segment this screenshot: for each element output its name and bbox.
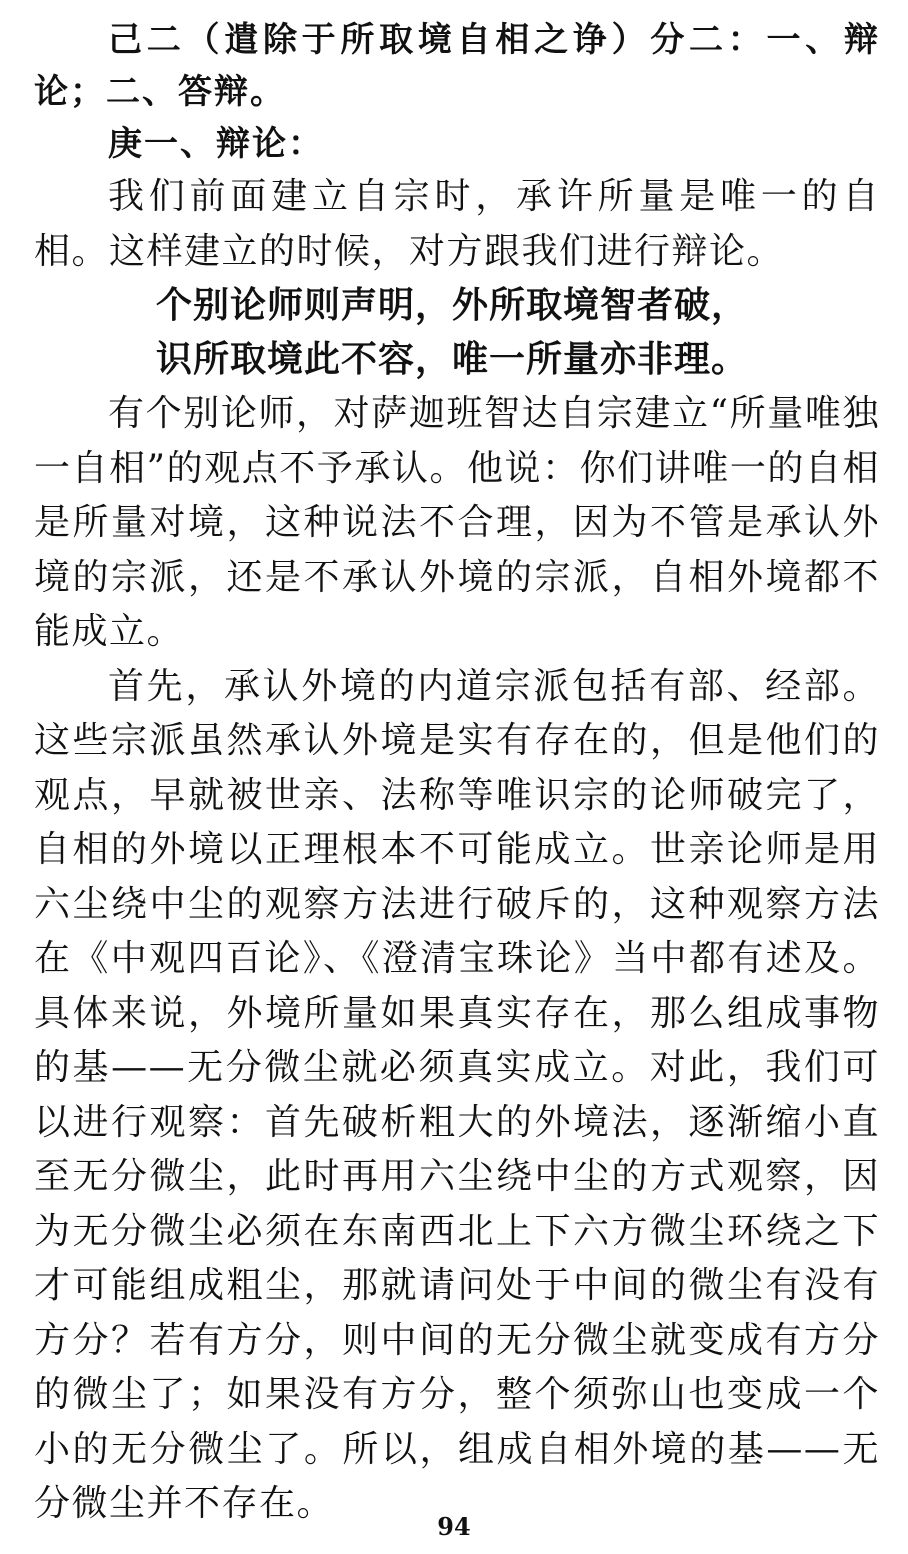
page-number: 94	[437, 1512, 471, 1541]
page-content	[34, 14, 880, 1532]
section-heading: 己二（遣除于所取境自相之诤）分二：一、辩论；二、答辩。	[34, 20, 880, 112]
verse-line-2: 识所取境此不容，唯一所量亦非理。	[156, 339, 749, 380]
intro-paragraph: 我们前面建立自宗时，承许所量是唯一的自相。这样建立的时候，对方跟我们进行辩论。	[34, 176, 880, 272]
paragraph-1: 有个别论师，对萨迦班智达自宗建立“所量唯独一自相”的观点不予承认。他说：你们讲唯一的自相是所量对境，这种说法不合理，因为不管是承认外境的宗派，还是不承认外境的宗派，自相外境都不能成立。	[34, 393, 880, 652]
verse-block	[34, 279, 880, 387]
paragraph-2: 首先，承认外境的内道宗派包括有部、经部。这些宗派虽然承认外境是实有存在的，但是他们的观点，早就被世亲、法称等唯识宗的论师破完了，自相的外境以正理根本不可能成立。世亲论师是用六尘绕中尘的观察方法进行破斥的，这种观察方法在《中观四百论》、《澄清宝珠论》当中都有述及。具体来说，外境所量如果真实存在，那么组成事物的基——无分微尘就必须真实成立。对此，我们可以进行观察：首先破析粗大的外境法，逐渐缩小直至无分微尘，此时再用六尘绕中尘的方式观察，因为无分微尘必须在东南西北上下六方微尘环绕之下才可能组成粗尘，那就请问处于中间的微尘有没有方分？若有方分，则中间的无分微尘就变成有方分的微尘了；如果没有方分，整个须弥山也变成一个小的无分微尘了。所以，组成自相外境的基——无分微尘并不存在。	[34, 665, 880, 1524]
verse-line-1: 个别论师则声明，外所取境智者破，	[156, 285, 749, 326]
subsection-heading: 庚一、辩论：	[108, 124, 324, 164]
